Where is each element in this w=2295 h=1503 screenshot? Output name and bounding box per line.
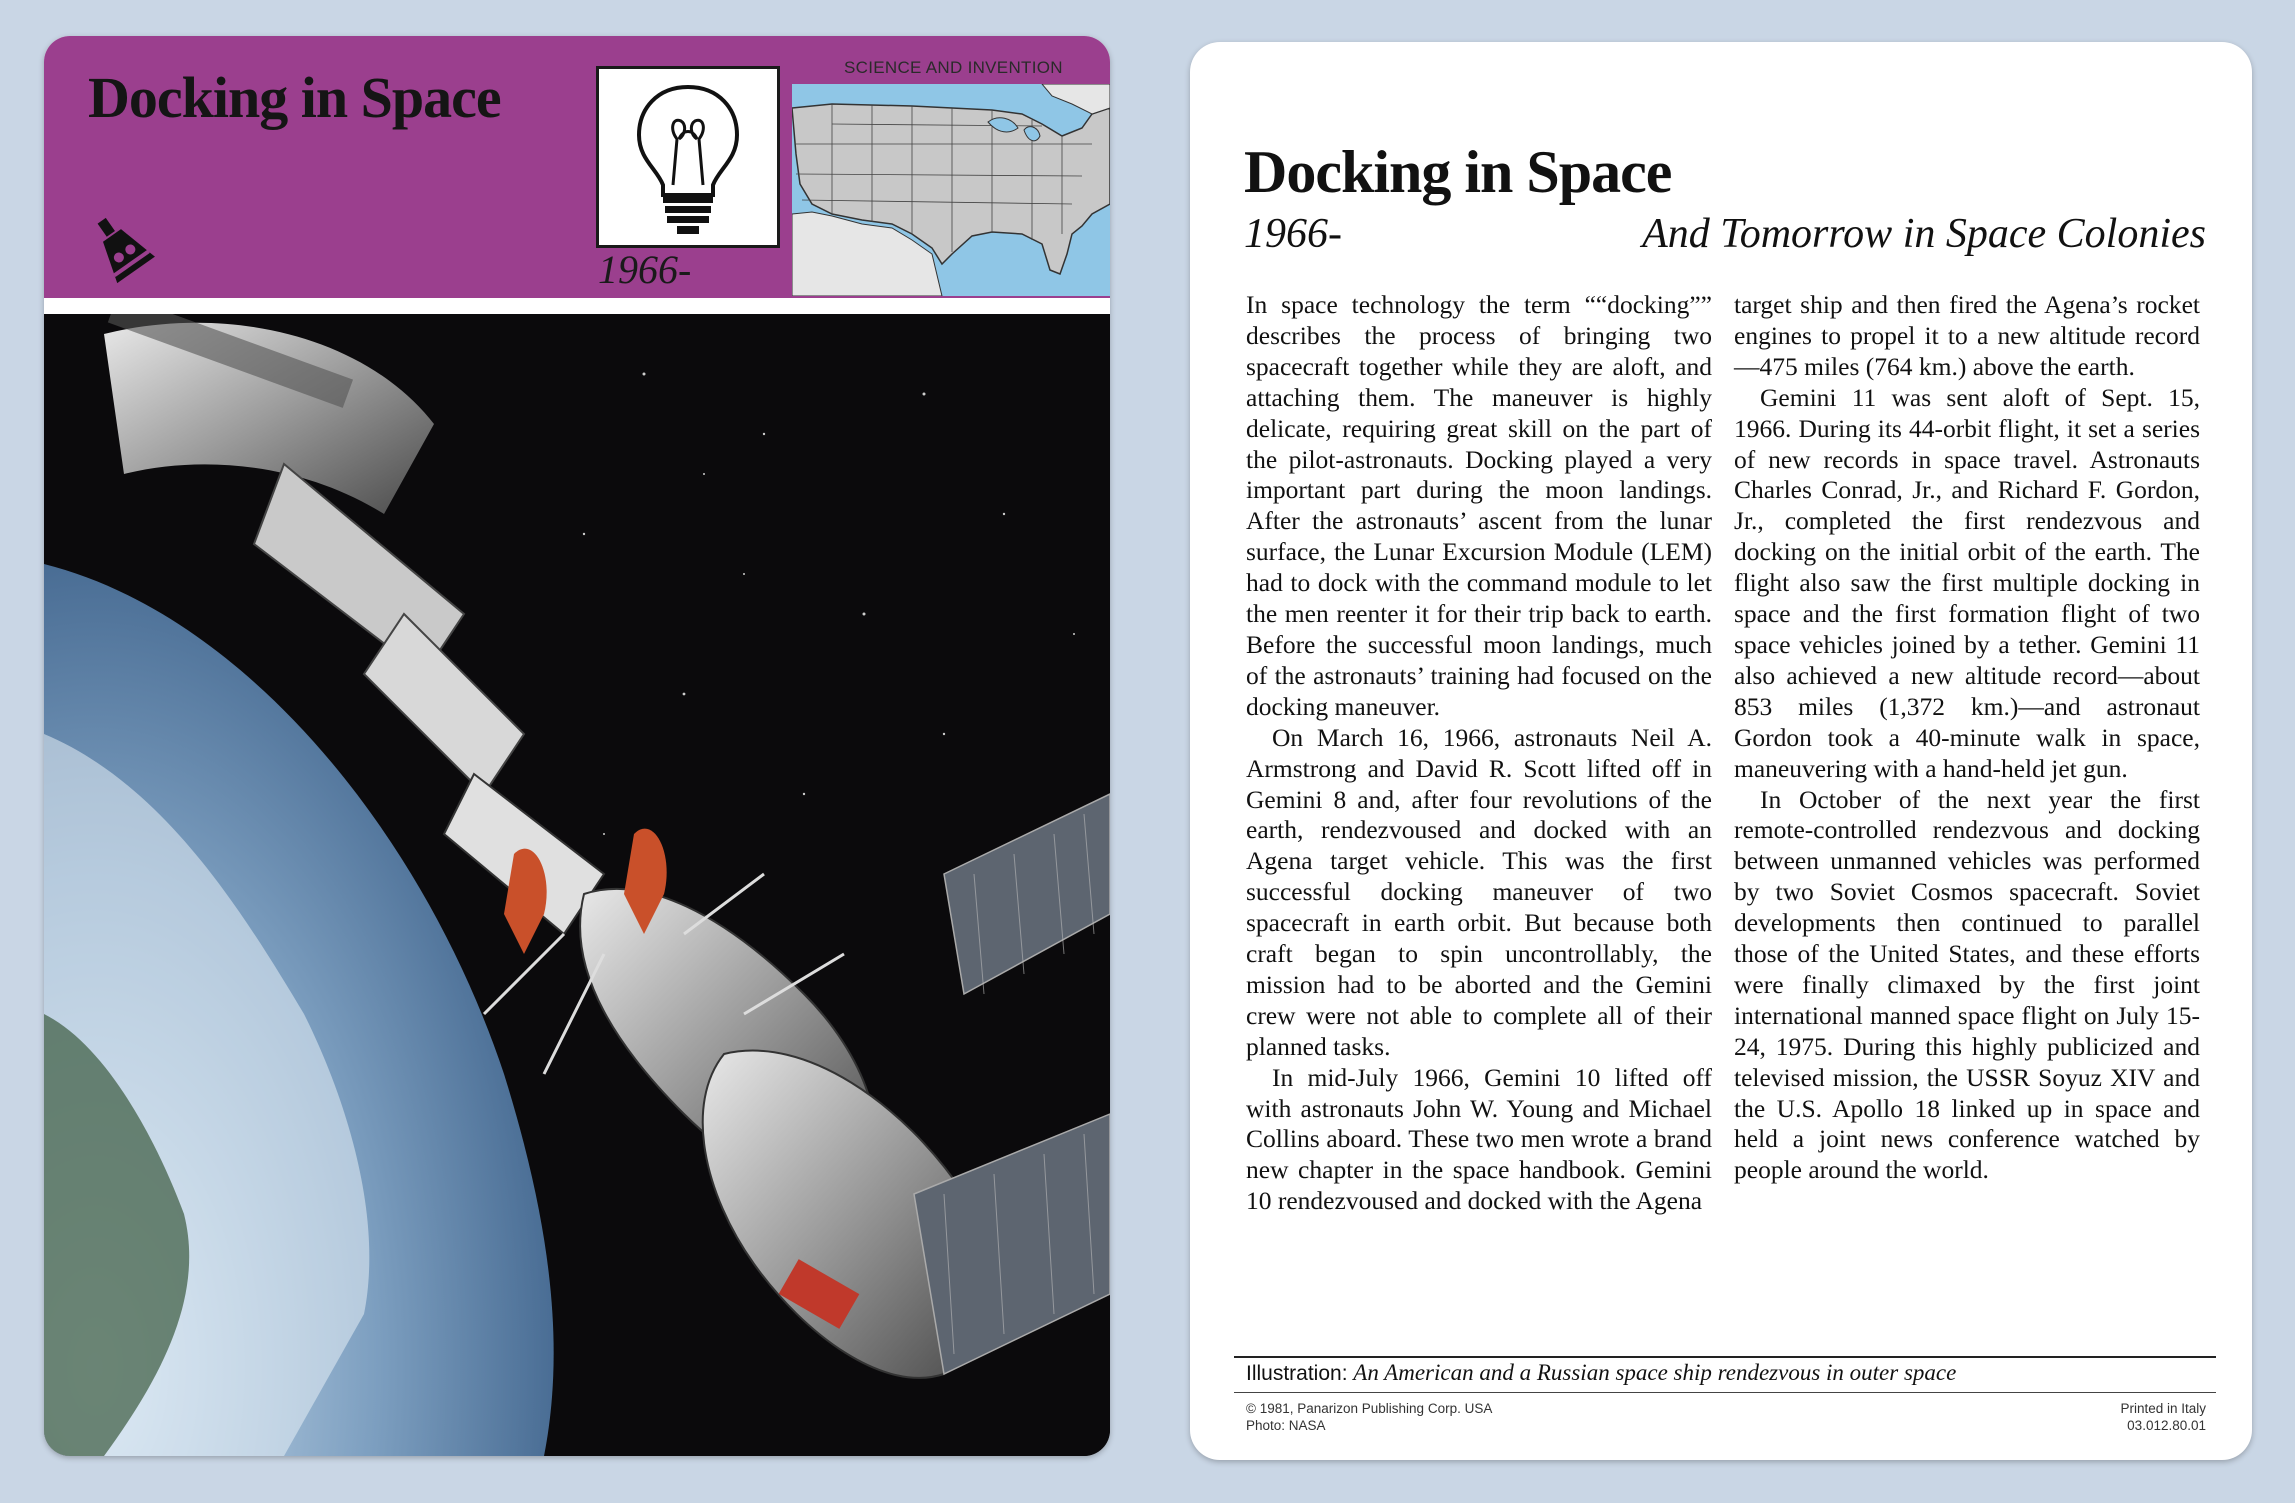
back-subtitle: And Tomorrow in Space Colonies [1642, 211, 2206, 257]
paragraph: In October of the next year the first remote-controlled rendezvous and docking between unmanned vehicles was performed by two Soviet Cosmos spacecraft. Soviet developments then continued to parallel those of the United States, and these efforts were finally climaxed by the first joint international manned space flight on July 15-24, 1975. During this highly publicized and televised mission, the USSR Soyuz XIV and the U.S. Apollo 18 linked up in space and held a joint news conference watched by people around the world. [1734, 784, 2200, 1185]
caption-text: An American and a Russian space ship rendezvous in outer space [1353, 1360, 1957, 1385]
body-column-right [1734, 290, 2200, 1186]
back-card [1190, 42, 2252, 1460]
paragraph: On March 16, 1966, astronauts Neil A. Armstrong and David R. Scott lifted off in Gemini 8 and, after four revolutions of the earth, rendezvoused and docked with an Agena target vehicle. This was the first successful docking maneuver of two spacecraft in earth orbit. But because both craft began to spin uncontrollably, the mission had to be aborted and the Gemini crew were not able to complete all of their planned tasks. [1246, 722, 1712, 1061]
space-capsule-icon [86, 208, 158, 288]
paragraph: In mid-July 1966, Gemini 10 lifted off with astronauts John W. Young and Michael Collins aboard. These two men wrote a brand new chapter in the space handbook. Gemini 10 rendezvoused and docked with the Agena [1246, 1062, 1712, 1216]
front-title: Docking in Space [88, 65, 501, 130]
card-code: 03.012.80.01 [2127, 1418, 2206, 1433]
caption-rule-bottom [1234, 1392, 2216, 1393]
photo-credit: Photo: NASA [1246, 1418, 1326, 1433]
print-info [2120, 1400, 2206, 1434]
illustration-caption [1246, 1360, 1956, 1386]
paragraph: target ship and then fired the Agena’s rocket engines to propel it to a new altitude record—475 miles (764 km.) above the earth. [1734, 290, 2200, 381]
printed-in: Printed in Italy [2120, 1401, 2206, 1416]
category-label: SCIENCE AND INVENTION [844, 58, 1063, 77]
paragraph: In space technology the term ““docking”” describes the process of bringing two spacecraft together while they are aloft, and attaching them. The maneuver is highly delicate, requiring great skill on the part of the pilot-astronauts. Docking played a very important part during the moon landings. After the astronauts’ ascent from the lunar surface, the Lunar Excursion Module (LEM) had to dock with the command module to let the men reenter it for their trip back to earth. Before the successful moon landings, much of the astronauts’ training had focused on the docking maneuver. [1246, 290, 1712, 721]
back-title: Docking in Space [1244, 139, 1672, 205]
front-card [44, 36, 1110, 1456]
front-year: 1966- [598, 247, 692, 292]
usa-map [792, 84, 1110, 296]
front-divider [44, 298, 1110, 314]
space-illustration [44, 314, 1110, 1456]
credits [1246, 1400, 1492, 1434]
back-year: 1966- [1244, 211, 1342, 257]
caption-label: Illustration: [1246, 1362, 1348, 1385]
lightbulb-icon [599, 69, 777, 245]
category-icon-box [596, 66, 780, 248]
body-column-left [1246, 290, 1712, 1217]
caption-rule [1234, 1356, 2216, 1358]
copyright: © 1981, Panarizon Publishing Corp. USA [1246, 1401, 1493, 1416]
paragraph: Gemini 11 was sent aloft of Sept. 15, 1966. During its 44-orbit flight, it set a series of new records in space travel. Astronauts Charles Conrad, Jr., and Richard F. Gordon, Jr., completed the first rendezvous and docking on the initial orbit of the earth. The flight also saw the first multiple docking in space and the first formation flight of two space vehicles joined by a tether. Gemini 11 also achieved a new altitude record—about 853 miles (1,372 km.)—and astronaut Gordon took a 40-minute walk in space, maneuvering with a hand-held jet gun. [1734, 382, 2200, 783]
